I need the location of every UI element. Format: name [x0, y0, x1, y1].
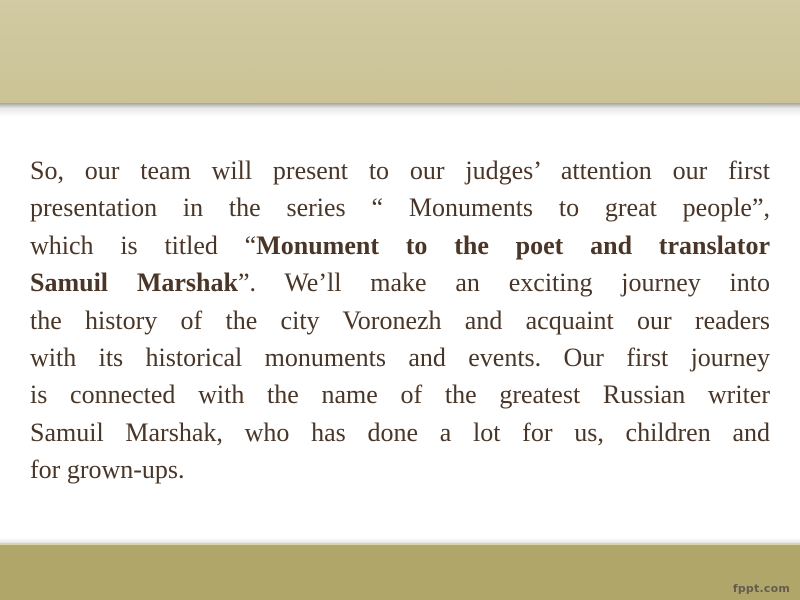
text-line — [30, 414, 770, 451]
header-drop-shadow — [0, 103, 800, 116]
text-line — [30, 264, 770, 301]
text-line — [30, 302, 770, 339]
text-line-content: with its historical monuments and events. Our first journey — [30, 343, 770, 373]
text-line — [30, 189, 770, 226]
text-line — [30, 339, 770, 376]
text-line-content: ”. We’ll make an exciting journey into — [237, 268, 770, 298]
text-line — [30, 152, 770, 189]
text-line-content: which is titled “ — [30, 230, 257, 260]
text-line-bold-content: Samuil Marshak — [30, 268, 238, 298]
slide-header-band — [0, 0, 800, 103]
text-line-content: is connected with the name of the greatest Russian writer — [30, 380, 770, 410]
text-line-content: So, our team will present to our judges’ attention our first — [30, 156, 770, 185]
body-text-block — [30, 152, 770, 489]
text-line — [30, 451, 770, 488]
text-line-content: presentation in the series “ Monuments to great people”, — [30, 193, 770, 223]
text-line-content: for grown-ups. — [30, 455, 185, 485]
text-line — [30, 376, 770, 413]
text-line-content: Samuil Marshak, who has done a lot for us, children and — [30, 417, 770, 447]
text-line-bold-content: Monument to the poet and translator — [256, 230, 771, 260]
text-line-content: the history of the city Voronezh and acquaint our readers — [30, 305, 770, 335]
text-line — [30, 227, 770, 264]
fppt-watermark: fppt.com — [732, 582, 790, 595]
slide-footer-band — [0, 543, 800, 600]
